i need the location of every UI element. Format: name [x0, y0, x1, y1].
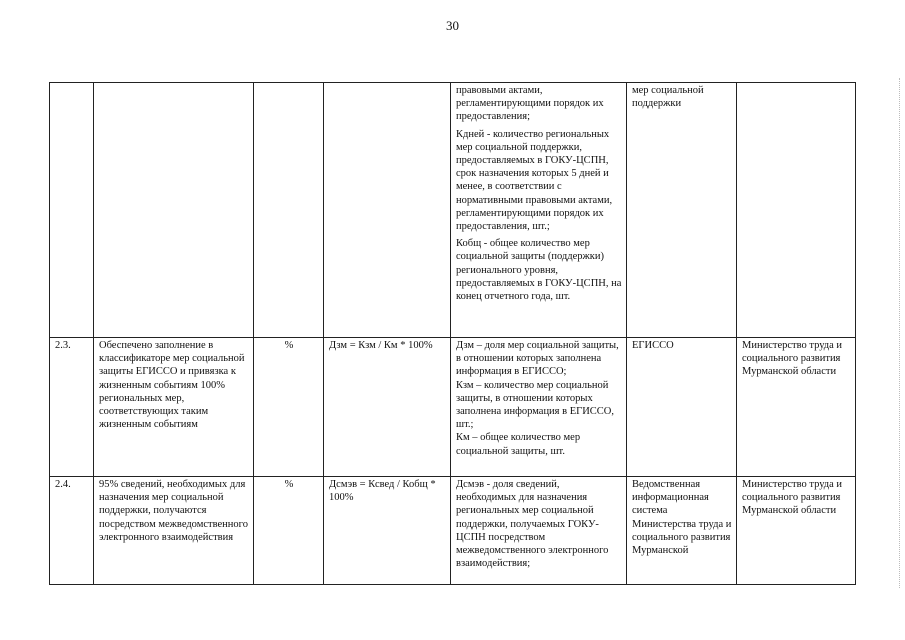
- cell-responsible: Министерство труда и социального развития Мурманской области: [737, 477, 856, 585]
- cell-source: мер социальной поддержки: [627, 83, 737, 338]
- scan-edge-mark: [899, 78, 901, 588]
- indicators-table: [49, 82, 856, 585]
- cell-unit: [254, 83, 324, 338]
- cell-source: Ведомственная информационная система Министерства труда и социального развития Мурманской: [627, 477, 737, 585]
- description-line: Кдней - количество региональных мер социальной поддержки, предоставляемых в ГОКУ-ЦСПН, срок назначения которых 5 дней и менее, в соответствии с нормативными правовыми актами, регламентирующими порядок их предоставления, шт.;: [456, 128, 613, 233]
- cell-number: [50, 83, 94, 338]
- description-line: Дзм – доля мер социальной защиты, в отношении которых заполнена информация в ЕГИССО;: [456, 340, 619, 378]
- cell-unit: %: [254, 338, 324, 477]
- description-line: Кзм – количество мер социальной защиты, в отношении которых заполнена информация в ЕГИССО, шт.;: [456, 379, 614, 431]
- cell-formula: Дсмэв = Ксвед / Кобщ * 100%: [324, 477, 451, 585]
- page-number: 30: [446, 18, 459, 33]
- cell-indicator: Обеспечено заполнение в классификаторе мер социальной защиты ЕГИССО и привязка к жизненным событиям 100% региональных мер, соответствующих таким жизненным событиям: [94, 338, 254, 477]
- table-row: [50, 83, 856, 338]
- cell-description: [451, 477, 627, 585]
- description-line: Дсмэв - доля сведений, необходимых для назначения региональных мер социальной поддержки, получаемых ГОКУ-ЦСПН посредством межведомственного электронного взаимодействия;: [456, 479, 609, 570]
- cell-description: [451, 338, 627, 477]
- cell-number: 2.3.: [50, 338, 94, 477]
- cell-number: 2.4.: [50, 477, 94, 585]
- cell-indicator: [94, 83, 254, 338]
- table-row: [50, 338, 856, 477]
- description-line: Км – общее количество мер социальной защиты, шт.: [456, 432, 581, 457]
- cell-formula: [324, 83, 451, 338]
- cell-responsible: Министерство труда и социального развития Мурманской области: [737, 338, 856, 477]
- cell-description: [451, 83, 627, 338]
- cell-source: ЕГИССО: [627, 338, 737, 477]
- description-line: Кобщ - общее количество мер социальной защиты (поддержки) регионального уровня, предоставляемых в ГОКУ-ЦСПН, на конец отчетного года, шт.: [456, 238, 622, 303]
- cell-formula: Дзм = Кзм / Км * 100%: [324, 338, 451, 477]
- cell-responsible: [737, 83, 856, 338]
- description-line: правовыми актами, регламентирующими порядок их предоставления;: [456, 85, 604, 123]
- table-row: [50, 477, 856, 585]
- cell-indicator: 95% сведений, необходимых для назначения мер социальной поддержки, получаются посредством межведомственного электронного взаимодействия: [94, 477, 254, 585]
- cell-unit: %: [254, 477, 324, 585]
